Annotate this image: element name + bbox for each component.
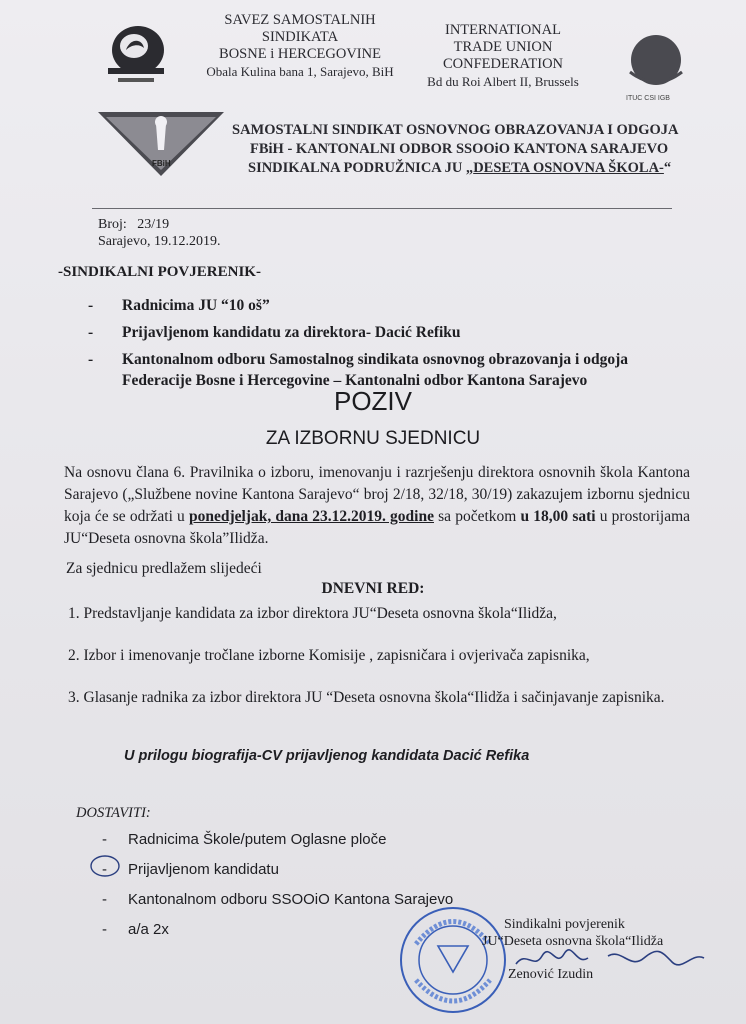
header-left: [190, 12, 410, 80]
agenda-title: DNEVNI RED:: [321, 580, 425, 597]
header-divider: [92, 208, 672, 209]
handdrawn-circle-mark: [88, 853, 122, 879]
document-subtitle: ZA IZBORNU SJEDNICU: [265, 428, 481, 449]
recipient-item: - Prijavljenom kandidatu za direktora- Dacić Refiku: [88, 322, 648, 343]
deliver-item: - Radnicima Škole/putem Oglasne ploče: [96, 830, 516, 860]
header-right-line3: CONFEDERATION: [442, 56, 564, 72]
sender-title: -SINDIKALNI POVJERENIK-: [58, 264, 261, 280]
header-right: [418, 22, 588, 90]
ssbih-logo-icon: [104, 20, 168, 88]
document-date: Sarajevo, 19.12.2019.: [98, 234, 221, 249]
header-right-address: Bd du Roi Albert II, Brussels: [427, 74, 579, 89]
fbih-logo-caption: FBiH: [152, 159, 171, 168]
ituc-logo-caption: ITUC CSI IGB: [626, 95, 670, 102]
body-paragraph: [64, 462, 690, 550]
org-line2: FBiH - KANTONALNI ODBOR SSOOiO KANTONA SARAJEVO: [250, 141, 669, 157]
signature-name: Zenović Izudin: [508, 967, 594, 982]
signature-role: Sindikalni povjerenik: [504, 917, 625, 932]
document-number: Broj: 23/19: [98, 217, 170, 232]
recipient-item: - Kantonalnom odboru Samostalnog sindikata osnovnog obrazovanja i odgoja Federacije Bosne i Hercegovine – Kantonalni odbor Kantona Sarajevo: [88, 349, 648, 391]
body-text-c: u prostorijama JU“Deseta osnovna škola”Ilidža.: [64, 508, 691, 547]
meeting-time: u 18,00 sati: [520, 508, 596, 525]
header-left-address: Obala Kulina bana 1, Sarajevo, BiH: [206, 64, 394, 79]
deliver-item: - Kantonalnom odboru SSOOiO Kantona Sarajevo: [96, 890, 516, 920]
org-line3-suffix: “: [663, 160, 672, 176]
agenda-list: [68, 604, 708, 728]
meta-block: [98, 216, 220, 250]
deliver-item: - a/a 2x: [96, 920, 516, 950]
attachment-note: U prilogu biografija-CV prijavljenog kandidata Dacić Refika: [124, 748, 530, 764]
recipients-list: [88, 295, 648, 397]
header-right-line1: INTERNATIONAL: [445, 22, 561, 38]
header-left-line1: SAVEZ SAMOSTALNIH: [224, 12, 376, 28]
official-stamp-icon: [398, 904, 508, 1016]
handwritten-signature-icon: [512, 946, 712, 974]
body-text-b: sa početkom: [433, 508, 521, 525]
body-text-a: Na osnovu člana 6. Pravilnika o izboru, imenovanju i razrješenju direktora osnovnih škola Kantona Sarajevo („Službene novine Kantona Sarajevo“ broj 2/18, 32/18, 30/19) zakazujem izbornu sjednicu koja će se održati u: [64, 464, 690, 525]
meeting-date: ponedjeljak, dana 23.12.2019. godine: [188, 508, 434, 525]
deliver-title: DOSTAVITI:: [76, 805, 151, 821]
ituc-logo-icon: [624, 32, 688, 96]
signature-school: JU“Deseta osnovna škola“Ilidža: [482, 934, 664, 949]
org-line1: SAMOSTALNI SINDIKAT OSNOVNOG OBRAZOVANJA I ODGOJA: [232, 122, 679, 138]
agenda-item: 1. Predstavljanje kandidata za izbor direktora JU“Deseta osnovna škola“Ilidža,: [68, 605, 557, 622]
header-right-line2: TRADE UNION: [453, 39, 553, 55]
agenda-intro: Za sjednicu predlažem slijedeći: [66, 560, 262, 577]
agenda-item: 3. Glasanje radnika za izbor direktora JU “Deseta osnovna škola“Ilidža i sačinjavanje zapisnika.: [68, 689, 665, 706]
document-title: POZIV: [333, 386, 412, 416]
org-line3: [232, 159, 679, 178]
header-left-line2: SINDIKATA: [261, 29, 339, 45]
deliver-item: - Prijavljenom kandidatu: [96, 860, 516, 890]
recipient-item: - Radnicima JU “10 oš”: [88, 295, 648, 316]
org-school-name: DESETA OSNOVNA ŠKOLA-: [473, 160, 664, 176]
org-block: [232, 121, 679, 178]
agenda-item: 2. Izbor i imenovanje tročlane izborne Komisije , zapisničara i ovjerivača zapisnika,: [68, 647, 590, 664]
org-line3-prefix: SINDIKALNA PODRUŽNICA JU „: [248, 160, 474, 176]
header-left-line3: BOSNE i HERCEGOVINE: [219, 46, 381, 62]
